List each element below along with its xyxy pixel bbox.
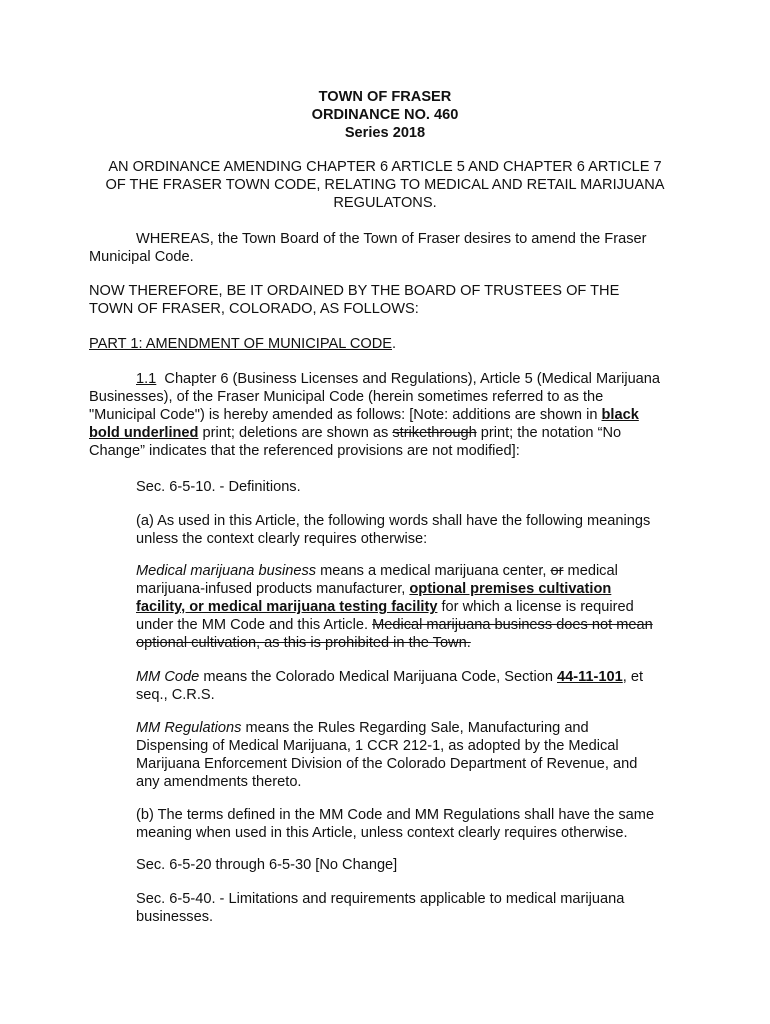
- def-mmb-deleted-line-4: Medical marijuana business does not mean: [372, 617, 653, 633]
- term-mm-code: MM Code: [136, 669, 200, 685]
- def-mmb-deleted-or: or: [550, 563, 564, 579]
- def-mmcode-added-section: 44-11-101: [557, 669, 623, 685]
- def-mmcode-line-1b: , et: [622, 669, 644, 685]
- header-ordinance-number: ORDINANCE NO. 460: [311, 107, 459, 123]
- whereas-line-2: Municipal Code.: [89, 249, 194, 265]
- def-mmb-added-line-2: optional premises cultivation: [409, 581, 612, 597]
- para-b-line-2: meaning when used in this Article, unless context clearly requires otherwise.: [136, 825, 628, 841]
- ordinance-title: [70, 158, 700, 212]
- def-mmreg-line-4: any amendments thereto.: [136, 774, 302, 790]
- def-mmcode-line-1a: means the Colorado Medical Marijuana Code, Section: [199, 669, 558, 685]
- para-b-line-1: (b) The terms defined in the MM Code and MM Regulations shall have the same: [136, 807, 655, 823]
- def-mmb-line-1b: medical: [563, 563, 618, 579]
- section-1-1-paragraph: [89, 370, 685, 460]
- sec-6-5-10-para-b: [136, 806, 686, 842]
- sec-6-5-40-heading: [136, 890, 686, 926]
- definition-medical-marijuana-business: [136, 562, 686, 652]
- deletion-example-strikethrough: strikethrough: [392, 425, 477, 441]
- def-mmb-line-4a: under the MM Code and this Article.: [136, 617, 373, 633]
- def-mmreg-line-1: means the Rules Regarding Sale, Manufacturing and: [241, 720, 589, 736]
- now-therefore-line-2: TOWN OF FRASER, COLORADO, AS FOLLOWS:: [89, 301, 419, 317]
- section-1-1-line-1: Chapter 6 (Business Licenses and Regulations), Article 5 (Medical Marijuana: [156, 371, 661, 387]
- sec-6-5-20-heading: Sec. 6-5-20 through 6-5-30 [No Change]: [136, 857, 398, 873]
- part-1-heading: [89, 335, 685, 353]
- part-1-heading-period: .: [392, 336, 397, 352]
- sec-6-5-10-heading: Sec. 6-5-10. - Definitions.: [136, 479, 301, 495]
- def-mmb-line-3b: for which a license is required: [437, 599, 634, 615]
- header-town: TOWN OF FRASER: [318, 89, 452, 105]
- now-therefore-line-1: NOW THEREFORE, BE IT ORDAINED BY THE BOARD OF TRUSTEES OF THE: [89, 283, 620, 299]
- sec-6-5-10-para-a: [136, 512, 686, 548]
- header-series: Series 2018: [344, 125, 426, 141]
- sec-6-5-40-line-2: businesses.: [136, 909, 214, 925]
- part-1-heading-text: PART 1: AMENDMENT OF MUNICIPAL CODE: [89, 336, 393, 352]
- def-mmreg-line-2: Dispensing of Medical Marijuana, 1 CCR 212-1, as adopted by the Medical: [136, 738, 619, 754]
- section-1-1-line-5: Change” indicates that the referenced provisions are not modified]:: [89, 443, 520, 459]
- def-mmreg-line-3: Marijuana Enforcement Division of the Colorado Department of Revenue, and: [136, 756, 638, 772]
- ordinance-header: [70, 88, 700, 142]
- definition-mm-code: [136, 668, 686, 704]
- title-line-1: AN ORDINANCE AMENDING CHAPTER 6 ARTICLE 5 AND CHAPTER 6 ARTICLE 7: [108, 159, 662, 175]
- def-mmcode-line-2: seq., C.R.S.: [136, 687, 215, 703]
- def-mmb-deleted-line-5: optional cultivation, as this is prohibited in the Town.: [136, 635, 471, 651]
- para-a-line-1: (a) As used in this Article, the following words shall have the following meanings: [136, 513, 651, 529]
- title-line-2: OF THE FRASER TOWN CODE, RELATING TO MEDICAL AND RETAIL MARIJUANA: [105, 177, 665, 193]
- section-1-1-line-4b: print; the notation “No: [476, 425, 622, 441]
- addition-example-bold-underlined: bold underlined: [89, 425, 199, 441]
- section-1-1-line-3: "Municipal Code") is hereby amended as follows: [Note: additions are shown in: [89, 407, 602, 423]
- addition-example-black: black: [601, 407, 639, 423]
- def-mmb-line-2a: marijuana-infused products manufacturer,: [136, 581, 410, 597]
- section-1-1-line-4a: print; deletions are shown as: [198, 425, 393, 441]
- term-mm-regulations: MM Regulations: [136, 720, 242, 736]
- title-line-3: REGULATONS.: [333, 195, 437, 211]
- para-a-line-2: unless the context clearly requires otherwise:: [136, 531, 428, 547]
- whereas-line-1: WHEREAS, the Town Board of the Town of Fraser desires to amend the Fraser: [136, 231, 647, 247]
- definition-mm-regulations: [136, 719, 686, 791]
- def-mmb-added-line-3: facility, or medical marijuana testing facility: [136, 599, 438, 615]
- now-therefore-paragraph: [89, 282, 685, 318]
- whereas-paragraph: [89, 230, 685, 266]
- section-1-1-line-2: Businesses), of the Fraser Municipal Code (herein sometimes referred to as the: [89, 389, 604, 405]
- section-1-1-number: 1.1: [136, 371, 157, 387]
- sec-6-5-40-line-1: Sec. 6-5-40. - Limitations and requirements applicable to medical marijuana: [136, 891, 625, 907]
- term-medical-marijuana-business: Medical marijuana business: [136, 563, 317, 579]
- def-mmb-line-1a: means a medical marijuana center,: [316, 563, 551, 579]
